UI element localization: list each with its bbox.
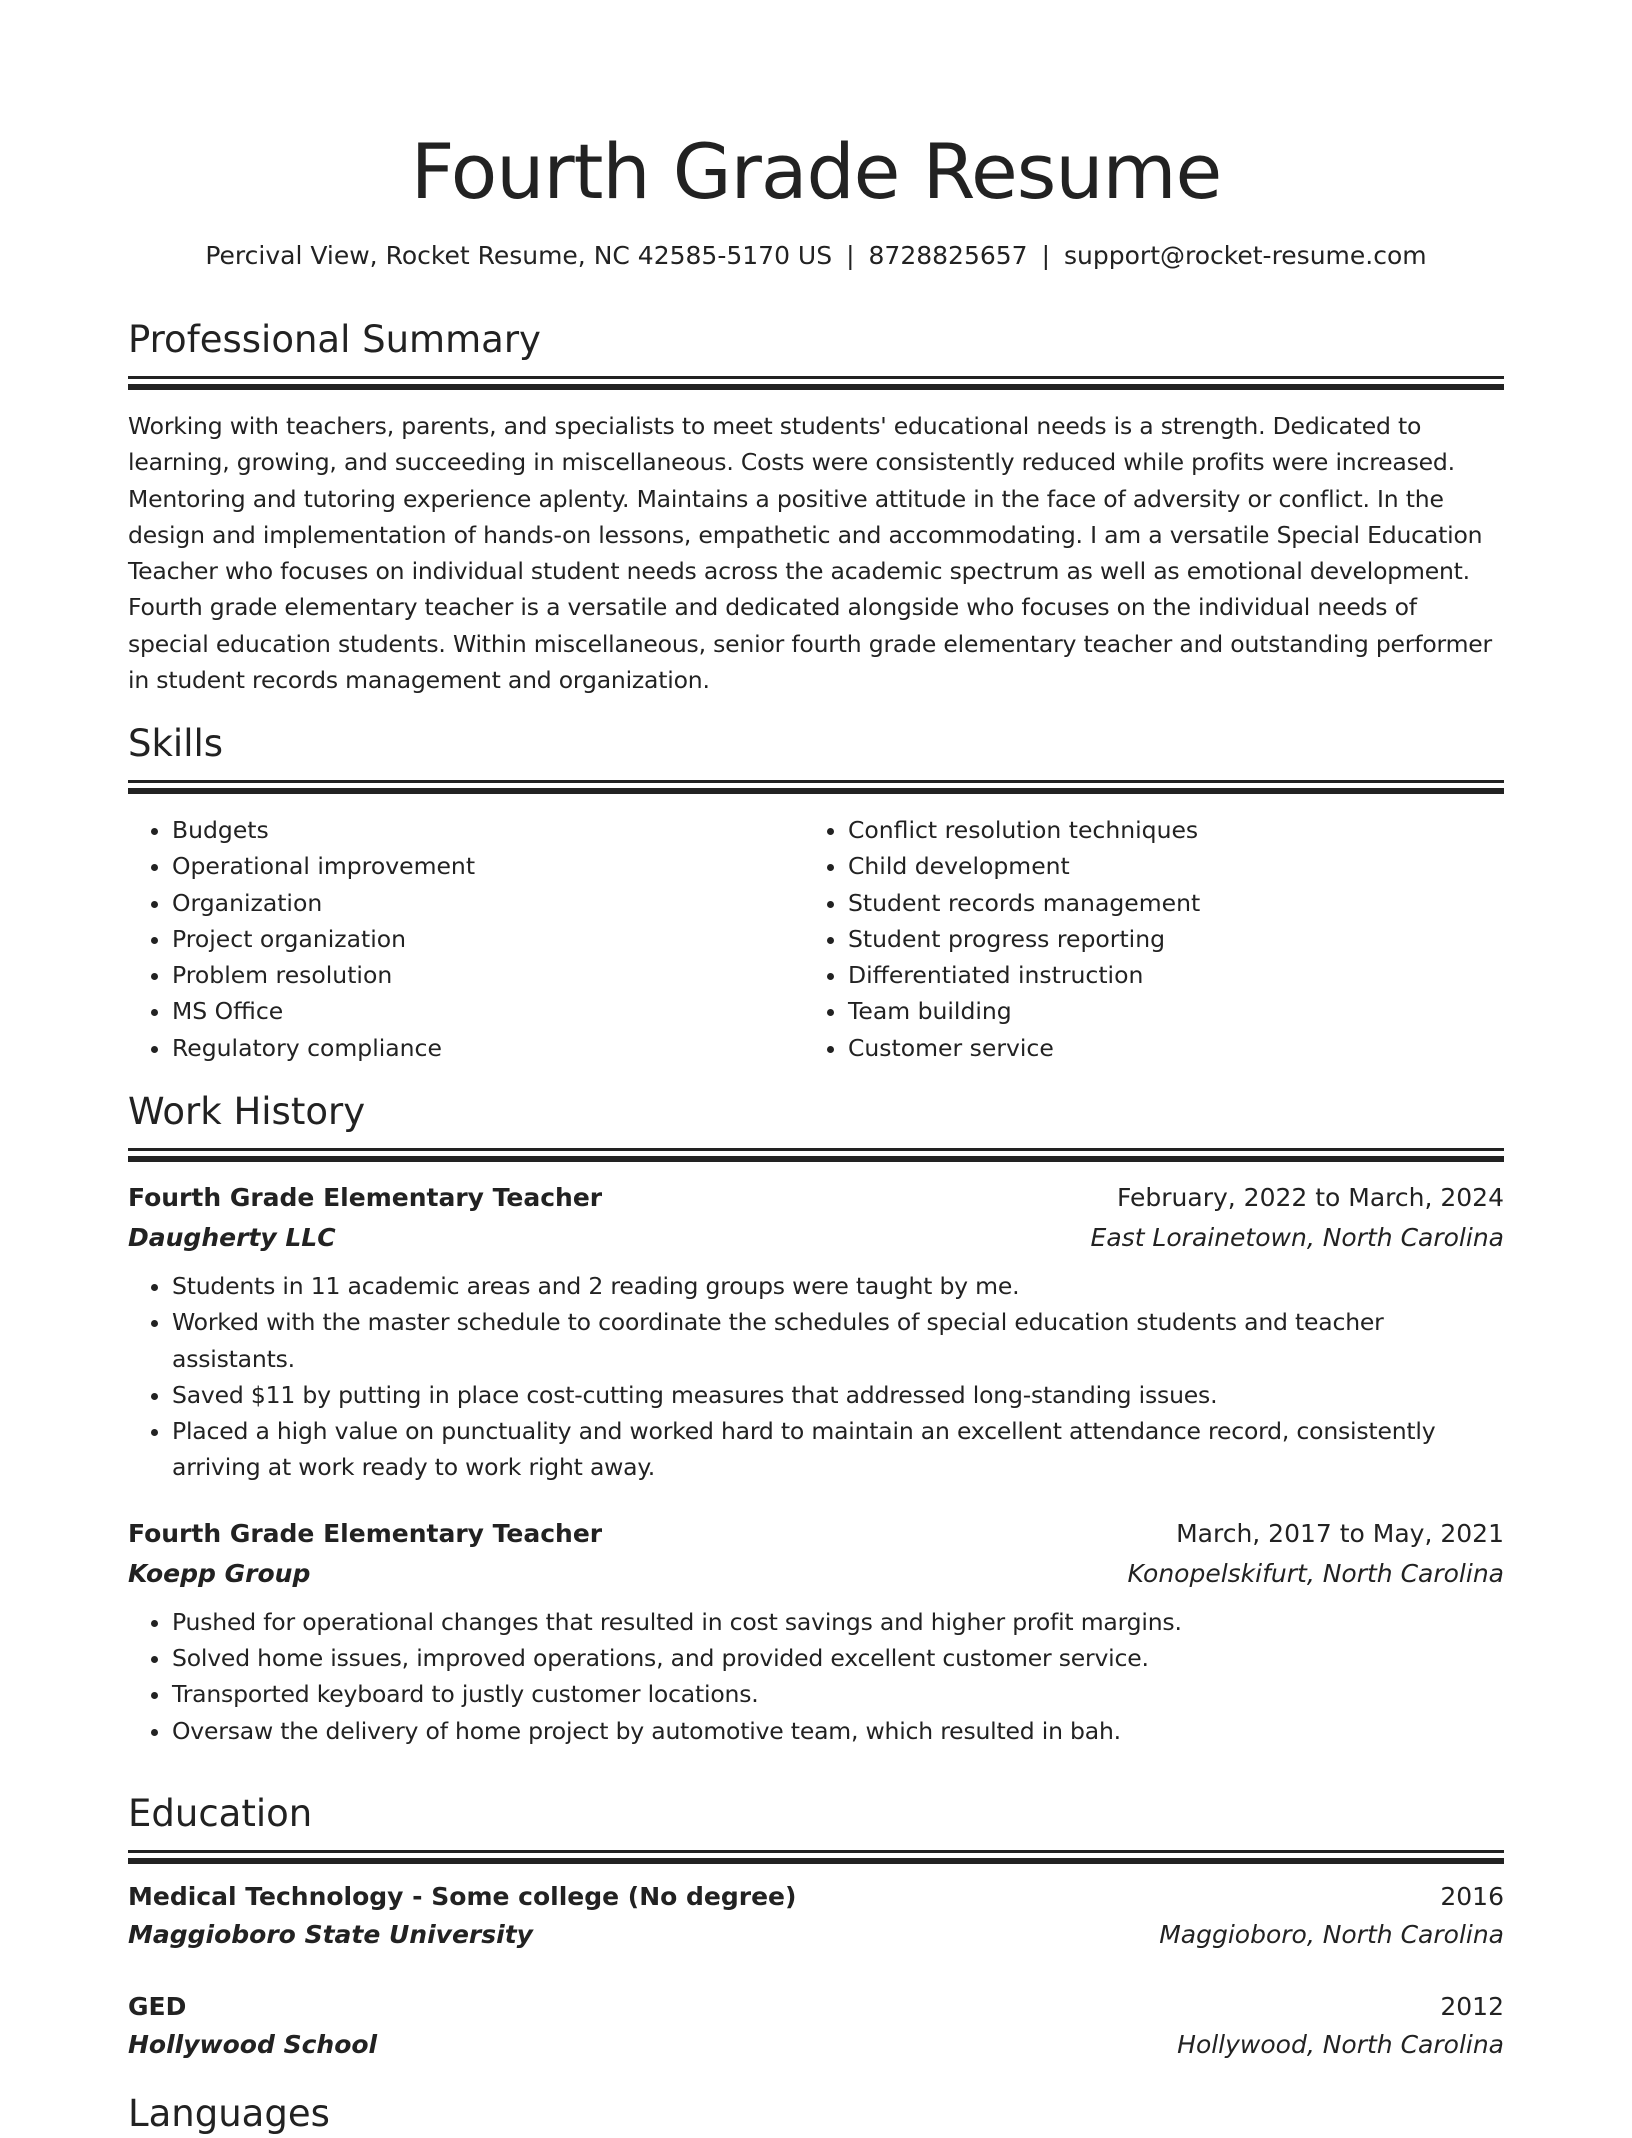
section-rule-thick (128, 384, 1504, 390)
education-school: Hollywood School (128, 2030, 378, 2059)
skill-item: • MS Office (172, 993, 804, 1029)
work-section (128, 1088, 1504, 1749)
skills-columns (128, 812, 1504, 1066)
languages-section (128, 2090, 1504, 2138)
skills-list-right (804, 812, 1480, 1066)
section-rule-thick (128, 788, 1504, 794)
section-title: Professional Summary (128, 318, 541, 361)
job-bullet: • Students in 11 academic areas and 2 reading groups were taught by me. (172, 1268, 1504, 1304)
skill-item: • Student records management (848, 885, 1480, 921)
section-title: Languages (128, 2092, 330, 2135)
education-header (128, 1878, 1504, 1916)
education-subheader (128, 1916, 1504, 1954)
education-section (128, 1790, 1504, 2064)
job-subheader (128, 1218, 1504, 1258)
job-location: East Lorainetown, North Carolina (1090, 1223, 1504, 1252)
education-entry (128, 1878, 1504, 1954)
contact-phone: 8728825657 (868, 241, 1028, 270)
section-rule (128, 376, 1504, 379)
skill-item: • Team building (848, 993, 1480, 1029)
skill-item: • Organization (172, 885, 804, 921)
job-bullet: • Solved home issues, improved operations, and provided excellent customer service. (172, 1640, 1504, 1676)
education-entry (128, 1988, 1504, 2064)
education-degree: Medical Technology - Some college (No degree) (128, 1882, 797, 1911)
job-header (128, 1178, 1504, 1218)
contact-email: support@rocket-resume.com (1064, 241, 1427, 270)
skills-section (128, 720, 1504, 1066)
section-rule-thick (128, 1858, 1504, 1864)
skill-item: • Problem resolution (172, 957, 804, 993)
skill-item: • Child development (848, 848, 1480, 884)
job-bullets (128, 1268, 1504, 1486)
contact-address: Percival View, Rocket Resume, NC 42585-5170 US (205, 241, 833, 270)
section-rule (128, 1850, 1504, 1853)
job-location: Konopelskifurt, North Carolina (1127, 1558, 1504, 1588)
skill-item: • Budgets (172, 812, 804, 848)
skill-item: • Student progress reporting (848, 921, 1480, 957)
job-entry (128, 1178, 1504, 1486)
job-bullet: • Saved $11 by putting in place cost-cutting measures that addressed long-standing issues. (172, 1377, 1504, 1413)
job-dates: February, 2022 to March, 2024 (1116, 1183, 1504, 1212)
skill-item: • Project organization (172, 921, 804, 957)
section-title: Education (128, 1792, 313, 1835)
job-bullet: • Worked with the master schedule to coordinate the schedules of special education students and teacher assistants. (172, 1304, 1504, 1377)
job-bullet: • Oversaw the delivery of home project by automotive team, which resulted in bah. (172, 1713, 1504, 1749)
skill-item: • Customer service (848, 1030, 1480, 1066)
job-title: Fourth Grade Elementary Teacher (128, 1183, 603, 1212)
education-location: Maggioboro, North Carolina (1159, 1920, 1504, 1949)
education-location: Hollywood, North Carolina (1177, 2030, 1504, 2059)
education-degree: GED (128, 1992, 187, 2021)
job-company: Koepp Group (128, 1558, 311, 1588)
job-bullet: • Placed a high value on punctuality and worked hard to maintain an excellent attendance record, consistently arriving at work ready to work right away. (172, 1413, 1504, 1486)
job-company: Daugherty LLC (128, 1223, 336, 1252)
section-rule (128, 780, 1504, 783)
skill-item: • Differentiated instruction (848, 957, 1480, 993)
contact-separator: | (1041, 241, 1051, 270)
section-rule (128, 1148, 1504, 1151)
contact-separator: | (846, 241, 855, 270)
skill-item: • Operational improvement (172, 848, 804, 884)
resume-name: Fourth Grade Resume (410, 127, 1222, 216)
education-school: Maggioboro State University (128, 1920, 533, 1949)
summary-section (128, 316, 1504, 722)
contact-line (128, 238, 1504, 274)
summary-text: Working with teachers, parents, and specialists to meet students' educational needs is a strength. Dedicated to learning, growing, and succeeding in miscellaneous. Costs were consistently reduced while profits were increased. Mentoring and tutoring experience aplenty. Maintains a positive attitude in the face of adversity or conflict. In the design and implementation of hands-on lessons, empathetic and accommodating. I am a versatile Special Education Teacher who focuses on individual student needs across the academic spectrum as well as emotional development. Fourth grade elementary teacher is a versatile and dedicated alongside who focuses on the individual needs of special education students. Within miscellaneous, senior fourth grade elementary teacher and outstanding performer in student records management and organization. (128, 412, 1492, 695)
job-dates: March, 2017 to May, 2021 (1176, 1518, 1504, 1548)
skills-list-left (128, 812, 804, 1066)
education-header (128, 1988, 1504, 2026)
education-year: 2012 (1440, 1992, 1504, 2021)
section-title: Skills (128, 722, 224, 765)
section-rule-thick (128, 1156, 1504, 1162)
job-bullets (128, 1604, 1504, 1749)
job-subheader (128, 1554, 1504, 1594)
job-bullet: • Pushed for operational changes that resulted in cost savings and higher profit margins. (172, 1604, 1504, 1640)
skill-item: • Conflict resolution techniques (848, 812, 1480, 848)
section-title: Work History (128, 1090, 366, 1133)
job-entry (128, 1514, 1504, 1749)
skill-item: • Regulatory compliance (172, 1030, 804, 1066)
job-header (128, 1514, 1504, 1554)
job-title: Fourth Grade Elementary Teacher (128, 1518, 603, 1548)
job-bullet: • Transported keyboard to justly customer locations. (172, 1676, 1504, 1712)
education-subheader (128, 2026, 1504, 2064)
education-year: 2016 (1440, 1882, 1504, 1911)
